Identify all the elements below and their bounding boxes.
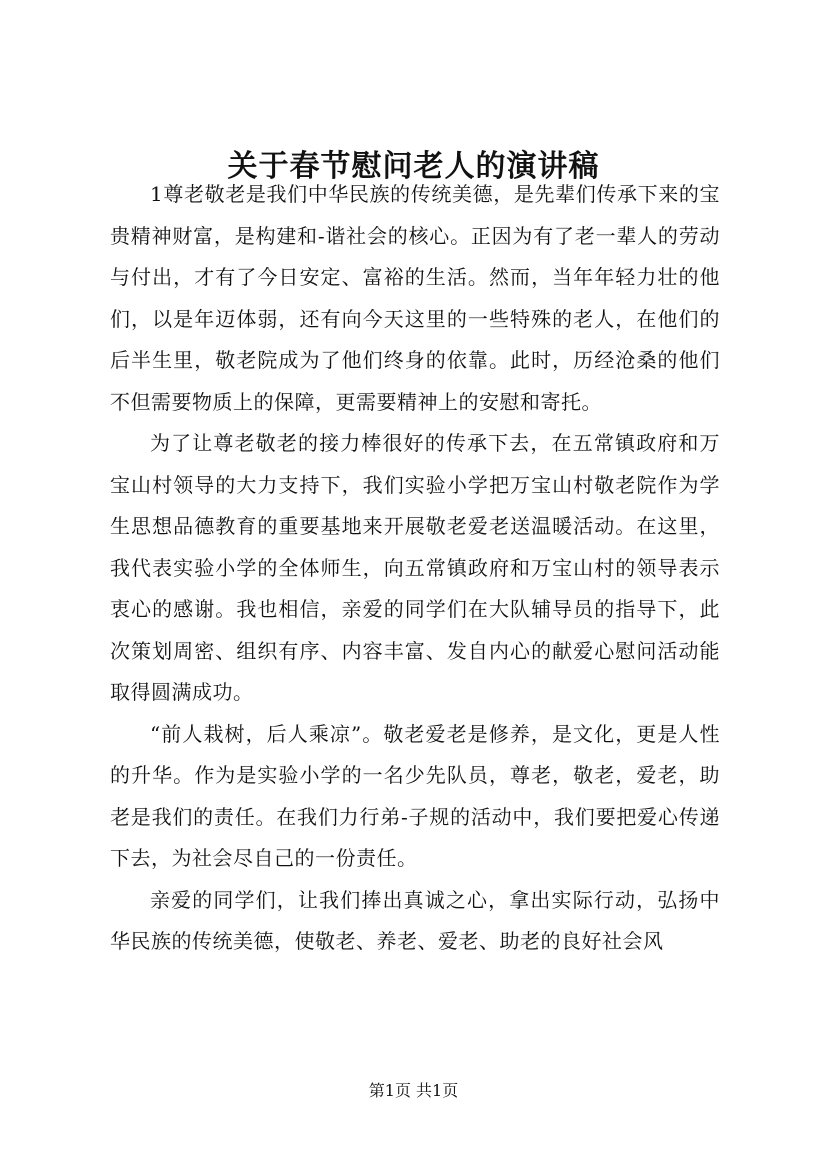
document-body	[110, 174, 720, 963]
document-title: 关于春节慰问老人的演讲稿	[227, 149, 600, 184]
paragraph-2: 为了让尊老敬老的接力棒很好的传承下去，在五常镇政府和万宝山村领导的大力支持下，我们实验小学把万宝山村敬老院作为学生思想品德教育的重要基地来开展敬老爱老送温暖活动。在这里，我代表实验小学的全体师生，向五常镇政府和万宝山村的领导表示衷心的感谢。我也相信，亲爱的同学们在大队辅导员的指导下，此次策划周密、组织有序、内容丰富、发自内心的献爱心慰问活动能取得圆满成功。	[110, 431, 720, 704]
paragraph-3: “前人栽树，后人乘凉”。敬老爱老是修养，是文化，更是人性的升华。作为是实验小学的一名少先队员，尊老，敬老，爱老，助老是我们的责任。在我们力行弟-子规的活动中，我们要把爱心传递下去，为社会尽自己的一份责任。	[110, 721, 720, 870]
page-number-footer: 第1页 共1页	[368, 1081, 459, 1100]
paragraph-4: 亲爱的同学们，让我们捧出真诚之心，拿出实际行动，弘扬中华民族的传统美德，使敬老、养老、爱老、助老的良好社会风	[110, 887, 720, 953]
paragraph-1: 1尊老敬老是我们中华民族的传统美德，是先辈们传承下来的宝贵精神财富，是构建和-谐社会的核心。正因为有了老一辈人的劳动与付出，才有了今日安定、富裕的生活。然而，当年年轻力壮的他们，以是年迈体弱，还有向今天这里的一些特殊的老人，在他们的后半生里，敬老院成为了他们终身的依靠。此时，历经沧桑的他们不但需要物质上的保障，更需要精神上的安慰和寄托。	[110, 182, 720, 414]
